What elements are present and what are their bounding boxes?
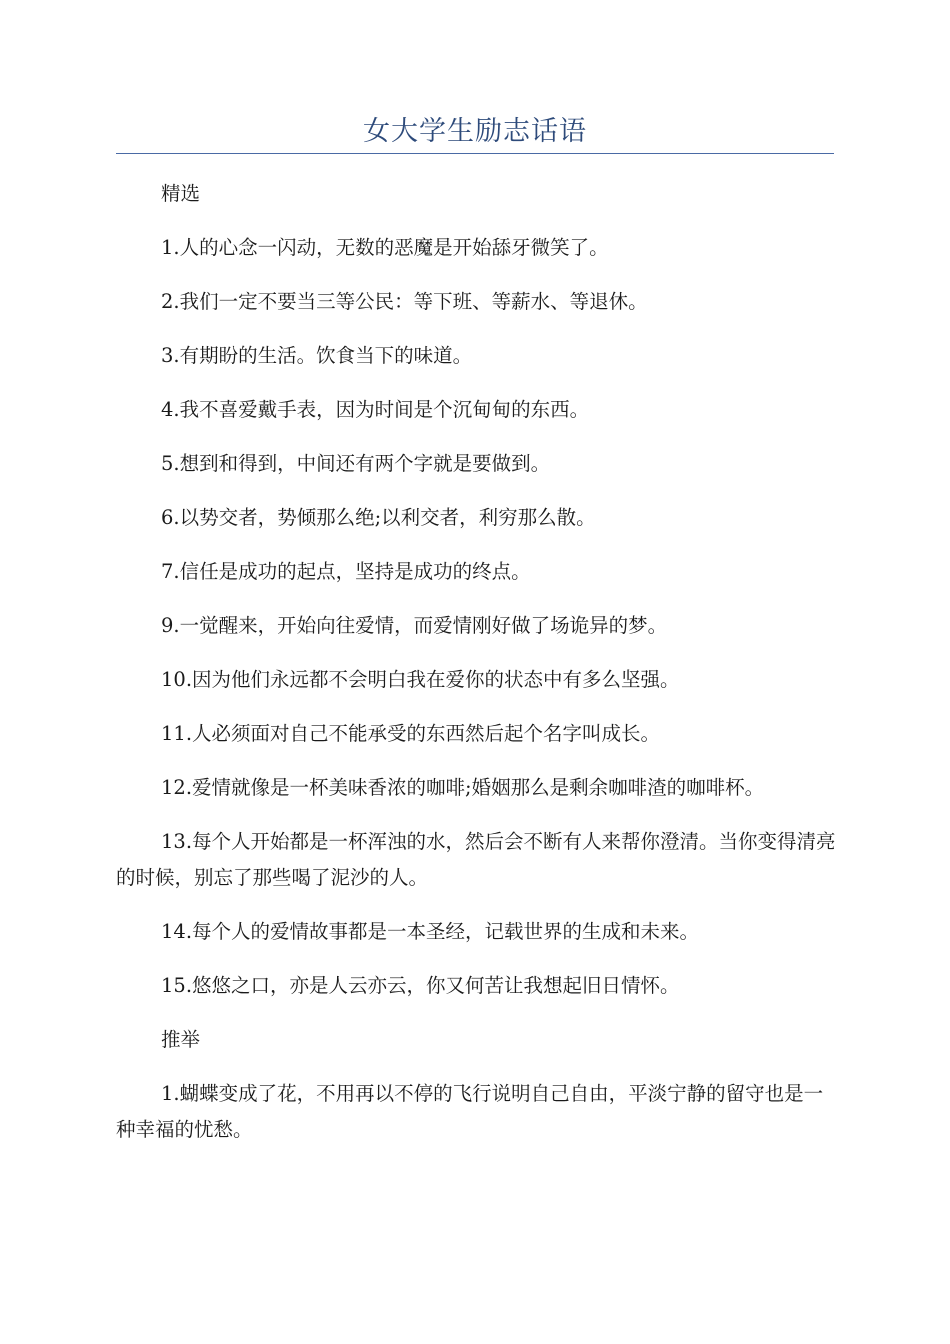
paragraph: 9.一觉醒来，开始向往爱情，而爱情刚好做了场诡异的梦。 <box>161 614 668 637</box>
title-underline <box>116 153 834 154</box>
section-heading-selected: 精选 <box>161 182 201 205</box>
paragraph: 5.想到和得到，中间还有两个字就是要做到。 <box>161 452 551 475</box>
paragraph: 7.信任是成功的起点，坚持是成功的终点。 <box>161 560 531 583</box>
paragraph: 1.人的心念一闪动，无数的恶魔是开始舔牙微笑了。 <box>161 236 609 259</box>
paragraph: 14.每个人的爱情故事都是一本圣经，记载世界的生成和未来。 <box>161 920 700 943</box>
paragraph: 12.爱情就像是一杯美味香浓的咖啡;婚姻那么是剩余咖啡渣的咖啡杯。 <box>161 776 765 799</box>
paragraph: 1.蝴蝶变成了花，不用再以不停的飞行说明自己自由，平淡宁静的留守也是一种幸福的忧愁。 <box>116 1082 824 1141</box>
section-heading-recommended: 推举 <box>161 1028 201 1051</box>
document-body <box>116 176 836 1166</box>
paragraph: 2.我们一定不要当三等公民：等下班、等薪水、等退休。 <box>161 290 648 313</box>
paragraph: 15.悠悠之口，亦是人云亦云，你又何苦让我想起旧日情怀。 <box>161 974 680 997</box>
paragraph: 3.有期盼的生活。饮食当下的味道。 <box>161 344 473 367</box>
paragraph: 13.每个人开始都是一杯浑浊的水，然后会不断有人来帮你澄清。当你变得清亮的时候，别忘了那些喝了泥沙的人。 <box>116 830 836 889</box>
document-title: 女大学生励志话语 <box>363 116 587 147</box>
paragraph: 11.人必须面对自己不能承受的东西然后起个名字叫成长。 <box>161 722 661 745</box>
paragraph: 6.以势交者，势倾那么绝;以利交者，利穷那么散。 <box>161 506 596 529</box>
paragraph: 4.我不喜爱戴手表，因为时间是个沉甸甸的东西。 <box>161 398 590 421</box>
paragraph: 10.因为他们永远都不会明白我在爱你的状态中有多么坚强。 <box>161 668 680 691</box>
